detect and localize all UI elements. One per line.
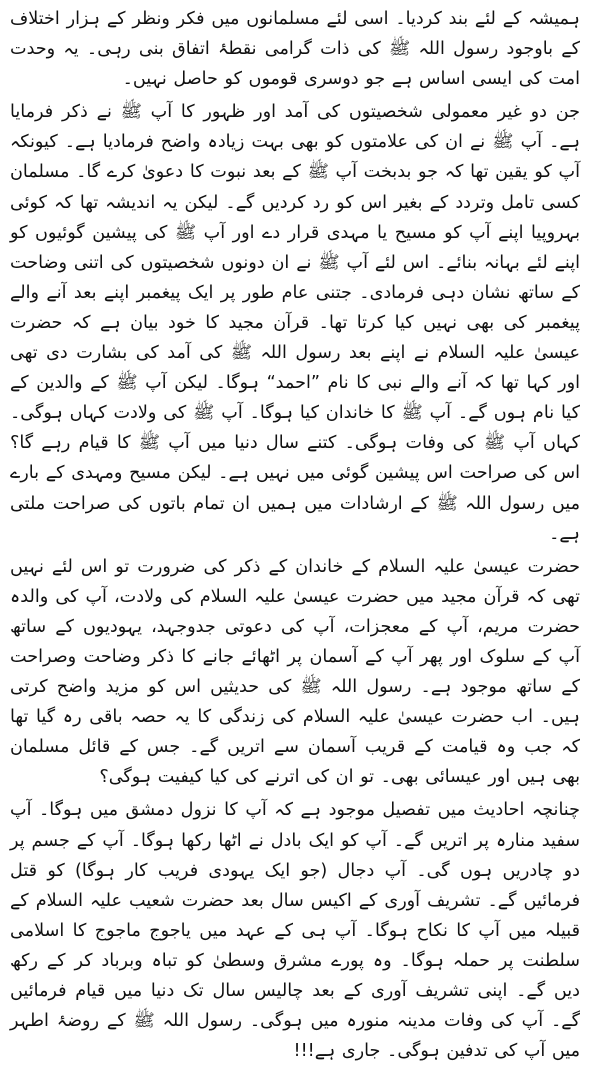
paragraph: ہمیشہ کے لئے بند کردیا۔ اسی لئے مسلمانوں میں فکر ونظر کے ہزار اختلاف کے باوجود رسول اللہ ﷺ کی ذات گرامی نقطۂ اتفاق بنی رہی۔ یہ وحدت امت کی ایسی اساس ہے جو دوسری قوموں کو حاصل نہیں۔ (10, 9, 580, 90)
paragraph: جن دو غیر معمولی شخصیتوں کی آمد اور ظہور کا آپ ﷺ نے ذکر فرمایا ہے۔ آپ ﷺ نے ان کی علامتوں کو بھی بہت زیادہ واضح فرمادیا ہے۔ کیونکہ آپ کو یقین تھا کہ جو بدبخت آپ ﷺ کے بعد نبوت کا دعویٰ کرے گا۔ مسلمان کسی تامل وتردد کے بغیر اس کو رد کردیں گے۔ لیکن یہ اندیشہ تھا کہ کوئی بہروپیا اپنے آپ کو مسیح یا مہدی قرار دے اور آپ ﷺ کی پیشین گوئیوں کو اپنے لئے بہانہ بنائے۔ اس لئے آپ ﷺ نے ان دونوں شخصیتوں کی اتنی وضاحت کے ساتھ نشان دہی فرمادی۔ جتنی عام طور پر ایک پیغمبر اپنے بعد آنے والے پیغمبر کی بھی نہیں کیا کرتا تھا۔ قرآن مجید کا خود بیان ہے کہ حضرت عیسیٰ علیہ السلام نے اپنے بعد رسول اللہ ﷺ کی آمد کی بشارت دی تھی اور کہا تھا کہ آنے والے نبی کا نام ”احمد“ ہوگا۔ لیکن آپ ﷺ کے والدین کے کیا نام ہوں گے۔ آپ ﷺ کا خاندان کیا ہوگا۔ آپ ﷺ کی ولادت کہاں ہوگی۔ کہاں آپ ﷺ کی وفات ہوگی۔ کتنے سال دنیا میں آپ ﷺ کا قیام رہے گا؟ اس کی صراحت اس پیشین گوئی میں نہیں ہے۔ لیکن مسیح ومہدی کے بارے میں رسول اللہ ﷺ کے ارشادات میں ہمیں ان تمام باتوں کی صراحت ملتی ہے۔ (10, 102, 580, 544)
paragraph: چنانچہ احادیث میں تفصیل موجود ہے کہ آپ کا نزول دمشق میں ہوگا۔ آپ سفید منارہ پر اتریں گے۔ آپ کو ایک بادل نے اٹھا رکھا ہوگا۔ آپ کے جسم پر دو چادریں ہوں گی۔ آپ دجال (جو ایک یہودی فریب کار ہوگا) کو قتل فرمائیں گے۔ تشریف آوری کے اکیس سال بعد حضرت شعیب علیہ السلام کے قبیلہ میں آپ کا نکاح ہوگا۔ آپ ہی کے عہد میں یاجوج ماجوج کا اسلامی سلطنت پر حملہ ہوگا۔ وہ پورے مشرق وسطیٰ کو تباہ وبرباد کر کے رکھ دیں گے۔ اپنی تشریف آوری کے بعد چالیس سال تک دنیا میں قیام فرمائیں گے۔ آپ کی وفات مدینہ منورہ میں ہوگی۔ رسول اللہ ﷺ کے روضۂ اطہر میں آپ کی تدفین ہوگی۔ جاری ہے!!! (10, 800, 580, 1062)
article-body (10, 4, 580, 1062)
paragraph: حضرت عیسیٰ علیہ السلام کے خاندان کے ذکر کی ضرورت تو اس لئے نہیں تھی کہ قرآن مجید میں حضرت عیسیٰ علیہ السلام کی ولادت، آپ کی والدہ حضرت مریم، آپ کے معجزات، آپ کی دعوتی جدوجہد، یہودیوں کے ساتھ آپ کے سلوک اور پھر آپ کے آسمان پر اٹھائے جانے کا ذکر وضاحت وصراحت کے ساتھ موجود ہے۔ رسول اللہ ﷺ کی حدیثیں اس کو مزید واضح کرتی ہیں۔ اب حضرت عیسیٰ علیہ السلام کی زندگی کا یہ حصہ باقی رہ گیا تھا کہ جب وہ قیامت کے قریب آسمان سے اتریں گے۔ جس کے قائل مسلمان بھی ہیں اور عیسائی بھی۔ تو ان کی اترنے کی کیا کیفیت ہوگی؟ (10, 556, 580, 788)
